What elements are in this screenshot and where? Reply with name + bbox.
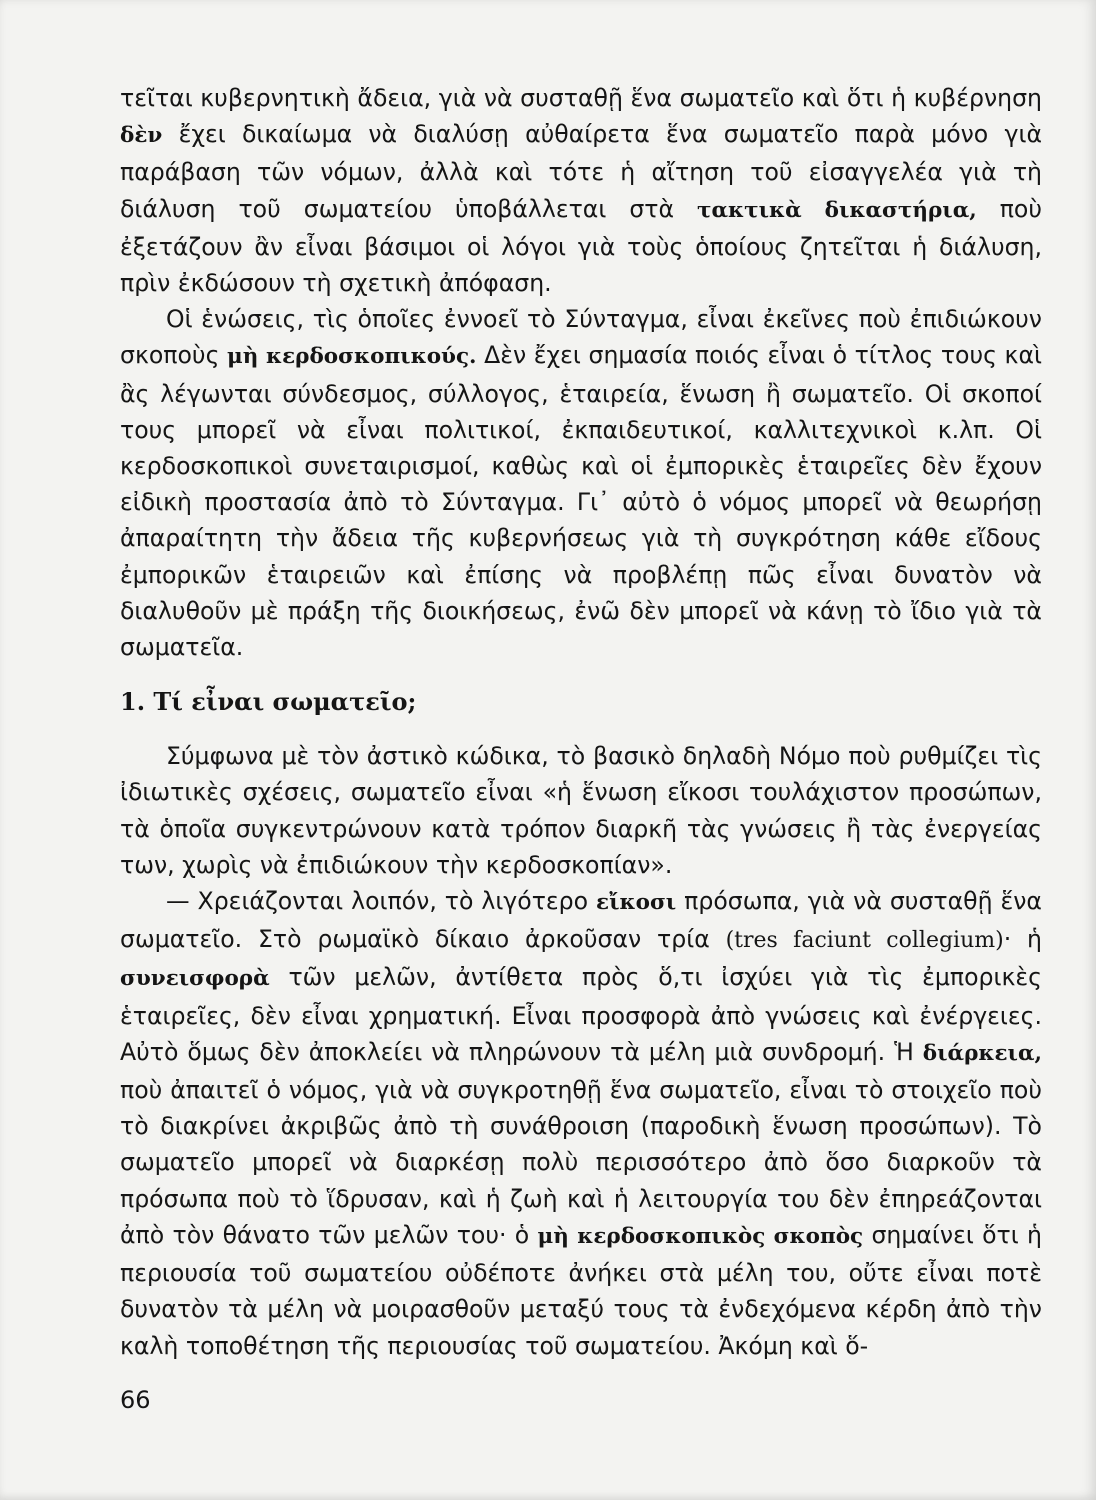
bold-term: δὲν (120, 123, 163, 149)
bold-term: εἴκοσι (596, 890, 677, 916)
text-run: τεῖται κυβερνητικὴ ἄδεια, γιὰ νὰ συσταθῇ ἕνα σωματεῖο καὶ ὅτι ἡ κυβέρνηση (120, 84, 1042, 112)
paragraph-4 (120, 883, 1042, 1364)
text-run: · ἡ (1003, 925, 1042, 954)
bold-term: τακτικὰ δικαστήρια, (697, 197, 977, 223)
text-run: ποὺ ἐξετάζουν ἂν εἶναι βάσιμοι οἱ λόγοι γιὰ τοὺς ὁποίους ζητεῖται ἡ διάλυση, πρὶν ἐκδώσουν τὴ σχετικὴ ἀπόφαση. (120, 194, 1042, 298)
text-run: σημαίνει ὅτι ἡ περιουσία τοῦ σωματείου οὐδέποτε ἀνήκει στὰ μέλη του, οὔτε εἶναι ποτὲ δυνατὸν τὰ μέλη νὰ μοιρασθοῦν μεταξύ τους τὰ ἐνδεχόμενα κέρδη ἀπὸ τὴν καλὴ τοποθέτηση τῆς περιουσίας τοῦ σωματείου. Ἀκόμη καὶ ὅ- (120, 1220, 1043, 1360)
text-run: τῶν μελῶν, ἀντίθετα πρὸς ὅ,τι ἰσχύει γιὰ τὶς ἐμπορικὲς ἑταιρεῖες, δὲν εἶναι χρηματική. Εἶναι προσφορὰ ἀπὸ γνώσεις καὶ ἐνέργειες. Αὐτὸ ὅμως δὲν ἀποκλείει νὰ πληρώνουν τὰ μέλη μιὰ συνδρομή. Ἡ (120, 963, 1042, 1066)
latin-phrase: (tres faciunt collegium) (725, 928, 1004, 954)
paragraph-1 (120, 80, 1042, 301)
bold-term: διάρκεια, (922, 1040, 1042, 1066)
text-run: Οἱ ἑνώσεις, τὶς ὁποῖες ἐννοεῖ τὸ Σύνταγμα, εἶναι ἐκεῖνες ποὺ ἐπιδιώκουν σκοποὺς (120, 305, 1042, 370)
body-text (120, 80, 1042, 1364)
text-run: — Χρειάζονται λοιπόν, τὸ λιγότερο (166, 887, 597, 916)
text-run: πρόσωπα, γιὰ νὰ συσταθῇ ἕνα σωματεῖο. Στὸ ρωμαϊκὸ δίκαιο ἀρκοῦσαν τρία (120, 887, 1042, 954)
text-run: ἔχει δικαίωμα νὰ διαλύσῃ αὐθαίρετα ἕνα σωματεῖο παρὰ μόνο γιὰ παράβαση τῶν νόμων, ἀλλὰ καὶ τότε ἡ αἴτηση τοῦ εἰσαγγελέα γιὰ τὴ διάλυση τοῦ σωματείου ὑποβάλλεται στὰ (120, 120, 1042, 223)
bold-term: συνεισφορὰ (120, 966, 270, 992)
paragraph-2 (120, 301, 1042, 665)
section-heading: 1. Τί εἶναι σωματεῖο; (120, 687, 417, 717)
text-run: Σύμφωνα μὲ τὸν ἀστικὸ κώδικα, τὸ βασικὸ δηλαδὴ Νόμο ποὺ ρυθμίζει τὶς ἰδιωτικὲς σχέσεις, σωματεῖο εἶναι «ἡ ἕνωση εἴκοσι τουλάχιστον προσώπων, τὰ ὁποῖα συγκεντρώνουν κατὰ τρόπον διαρκῆ τὰς γνώσεις ἢ τὰς ἐνεργείας των, χωρὶς νὰ ἐπιδιώκουν τὴν κερδοσκοπίαν». (120, 742, 1042, 879)
paragraph-3 (120, 738, 1042, 883)
page-number: 66 (120, 1386, 151, 1414)
text-run: ποὺ ἀπαιτεῖ ὁ νόμος, γιὰ νὰ συγκροτηθῇ ἕνα σωματεῖο, εἶναι τὸ στοιχεῖο ποὺ τὸ διακρίνει ἀκριβῶς ἀπὸ τὴ συνάθροιση (παροδικὴ ἕνωση προσώπων). Τὸ σωματεῖο μπορεῖ νὰ διαρκέσῃ πολὺ περισσότερο ἀπὸ ὅσο διαρκοῦν τὰ πρόσωπα ποὺ τὸ ἵδρυσαν, καὶ ἡ ζωὴ καὶ ἡ λειτουργία του δὲν ἐπηρεάζονται ἀπὸ τὸν θάνατο τῶν μελῶν του· ὁ (120, 1076, 1042, 1249)
bold-term: μὴ κερδοσκοπικὸς σκοπὸς (537, 1223, 864, 1249)
bold-term: μὴ κερδοσκοπικούς. (227, 344, 477, 370)
text-run: Δὲν ἔχει σημασία ποιός εἶναι ὁ τίτλος τους καὶ ἂς λέγωνται σύνδεσμος, σύλλογος, ἑταιρεία, ἕνωση ἢ σωματεῖο. Οἱ σκοποί τους μπορεῖ νὰ εἶναι πολιτικοί, ἐκπαιδευτικοί, καλλιτεχνικοὶ κ.λπ. Οἱ κερδοσκοπικοὶ συνεταιρισμοί, καθὼς καὶ οἱ ἐμπορικὲς ἑταιρεῖες δὲν ἔχουν εἰδικὴ προστασία ἀπὸ τὸ Σύνταγμα. Γι᾽ αὐτὸ ὁ νόμος μπορεῖ νὰ θεωρήσῃ ἀπαραίτητη τὴν ἄδεια τῆς κυβερνήσεως γιὰ τὴ συγκρότηση κάθε εἴδους ἐμπορικῶν ἑταιρειῶν καὶ ἐπίσης νὰ προβλέπῃ πῶς εἶναι δυνατὸν νὰ διαλυθοῦν μὲ πράξη τῆς διοικήσεως, ἐνῶ δὲν μπορεῖ νὰ κάνῃ τὸ ἴδιο γιὰ τὰ σωματεῖα. (120, 341, 1042, 662)
